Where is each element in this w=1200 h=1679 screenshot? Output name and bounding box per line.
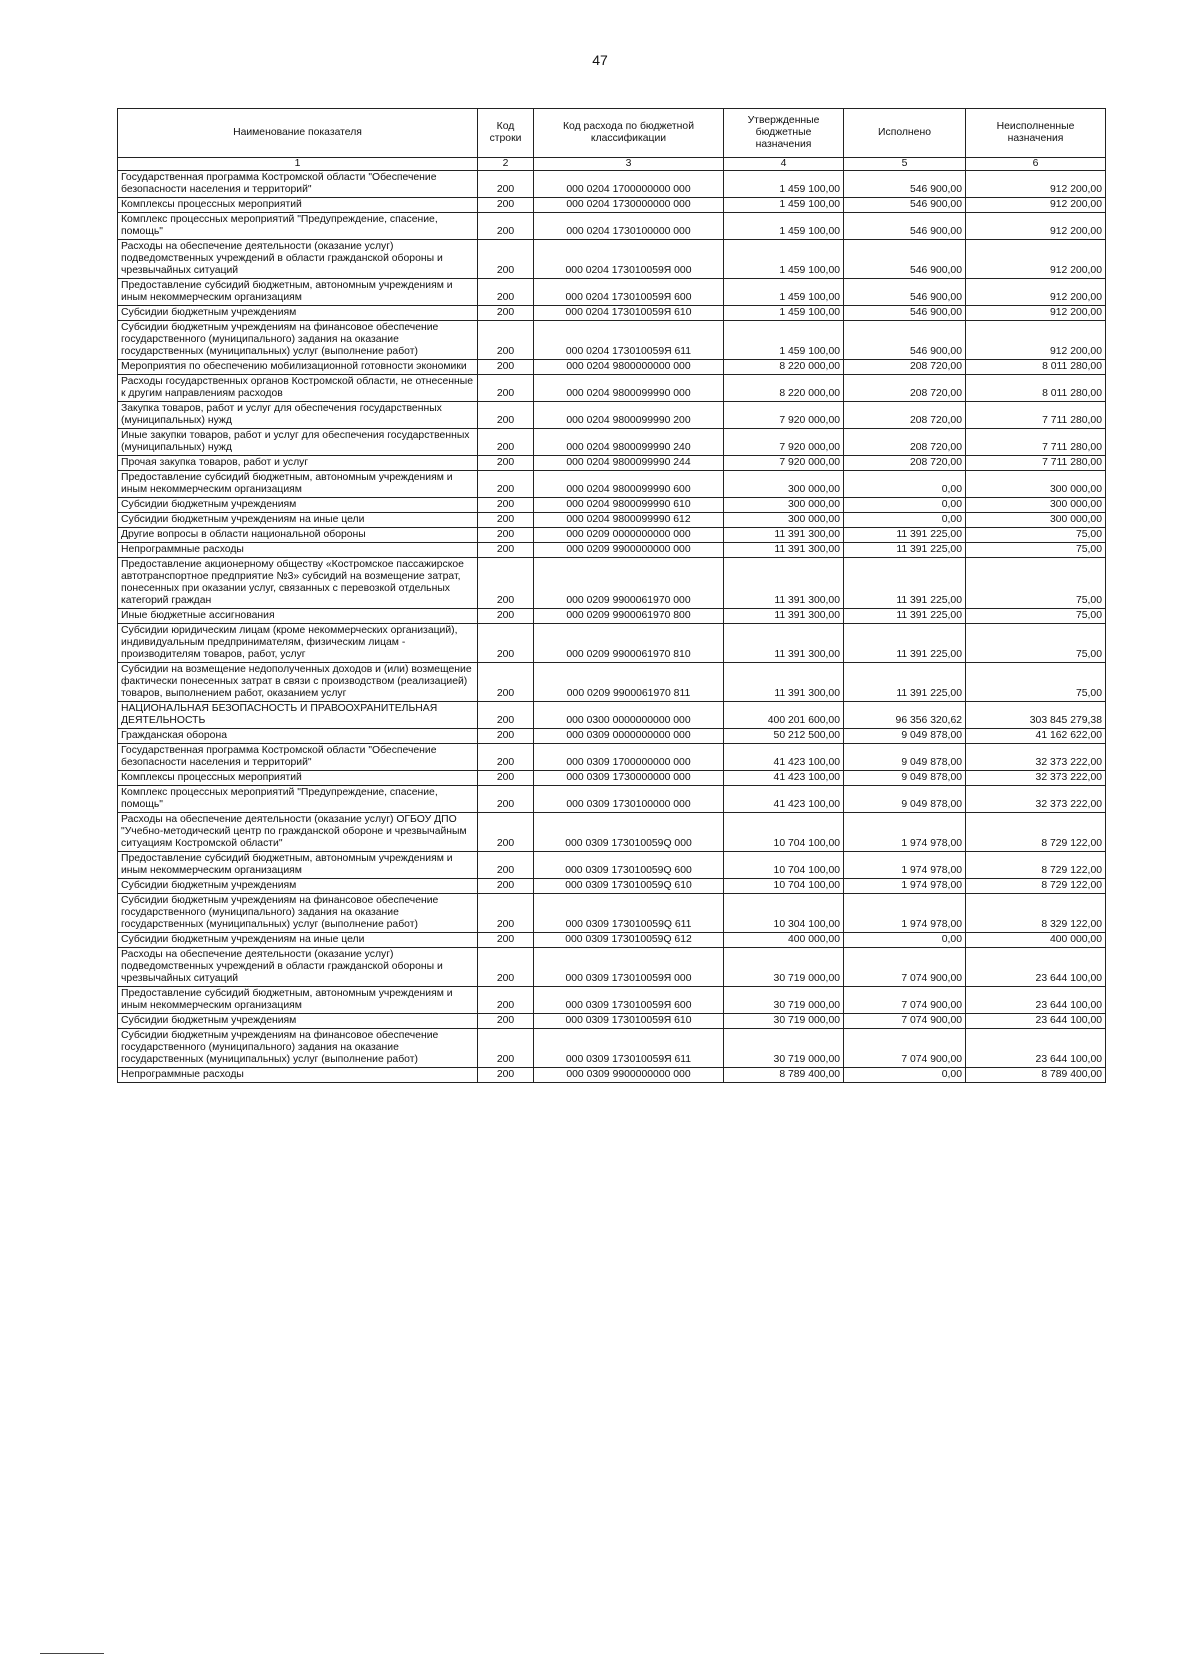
indicator-name-cell: Субсидии на возмещение недополученных доходов и (или) возмещение фактически понесенных затрат в связи с производством (реализацией) товаров, выполнением работ, оказанием услуг (118, 663, 478, 702)
budget-code-cell: 000 0204 9800099990 600 (534, 471, 724, 498)
budget-code-cell: 000 0309 1730000000 000 (534, 771, 724, 786)
table-row (118, 771, 1106, 786)
line-code-cell: 200 (478, 429, 534, 456)
indicator-name-cell: Предоставление субсидий бюджетным, автономным учреждениям и иным некоммерческим организациям (118, 987, 478, 1014)
footer-divider (40, 1653, 104, 1654)
indicator-name-cell: Расходы на обеспечение деятельности (оказание услуг) подведомственных учреждений в области гражданской обороны и чрезвычайных ситуаций (118, 948, 478, 987)
line-code-cell: 200 (478, 1068, 534, 1083)
approved-amount-cell: 11 391 300,00 (724, 663, 844, 702)
unexecuted-amount-cell: 300 000,00 (966, 498, 1106, 513)
executed-amount-cell: 11 391 225,00 (844, 528, 966, 543)
header-budget-classification-code: Код расхода по бюджетной классификации (534, 109, 724, 158)
unexecuted-amount-cell: 912 200,00 (966, 198, 1106, 213)
unexecuted-amount-cell: 7 711 280,00 (966, 429, 1106, 456)
table-row (118, 528, 1106, 543)
budget-code-cell: 000 0309 173010059Q 611 (534, 894, 724, 933)
executed-amount-cell: 1 974 978,00 (844, 813, 966, 852)
unexecuted-amount-cell: 23 644 100,00 (966, 987, 1106, 1014)
table-row (118, 663, 1106, 702)
executed-amount-cell: 546 900,00 (844, 171, 966, 198)
table-row (118, 213, 1106, 240)
indicator-name-cell: Субсидии бюджетным учреждениям (118, 498, 478, 513)
executed-amount-cell: 208 720,00 (844, 402, 966, 429)
budget-code-cell: 000 0204 9800099990 610 (534, 498, 724, 513)
executed-amount-cell: 9 049 878,00 (844, 744, 966, 771)
approved-amount-cell: 10 704 100,00 (724, 813, 844, 852)
line-code-cell: 200 (478, 771, 534, 786)
line-code-cell: 200 (478, 360, 534, 375)
budget-code-cell: 000 0309 173010059Я 610 (534, 1014, 724, 1029)
indicator-name-cell: Расходы на обеспечение деятельности (оказание услуг) подведомственных учреждений в области гражданской обороны и чрезвычайных ситуаций (118, 240, 478, 279)
executed-amount-cell: 9 049 878,00 (844, 729, 966, 744)
unexecuted-amount-cell: 75,00 (966, 609, 1106, 624)
unexecuted-amount-cell: 8 011 280,00 (966, 360, 1106, 375)
unexecuted-amount-cell: 8 729 122,00 (966, 813, 1106, 852)
table-row (118, 279, 1106, 306)
line-code-cell: 200 (478, 402, 534, 429)
line-code-cell: 200 (478, 1014, 534, 1029)
line-code-cell: 200 (478, 663, 534, 702)
line-code-cell: 200 (478, 813, 534, 852)
table-row (118, 786, 1106, 813)
executed-amount-cell: 546 900,00 (844, 306, 966, 321)
approved-amount-cell: 400 201 600,00 (724, 702, 844, 729)
approved-amount-cell: 10 704 100,00 (724, 852, 844, 879)
indicator-name-cell: Субсидии бюджетным учреждениям на иные цели (118, 513, 478, 528)
budget-code-cell: 000 0204 173010059Я 000 (534, 240, 724, 279)
table-body (118, 171, 1106, 1083)
budget-code-cell: 000 0309 173010059Я 000 (534, 948, 724, 987)
executed-amount-cell: 11 391 225,00 (844, 558, 966, 609)
table-row (118, 513, 1106, 528)
indicator-name-cell: Иные бюджетные ассигнования (118, 609, 478, 624)
page-number: 47 (592, 52, 608, 68)
executed-amount-cell: 11 391 225,00 (844, 624, 966, 663)
unexecuted-amount-cell: 912 200,00 (966, 321, 1106, 360)
unexecuted-amount-cell: 75,00 (966, 624, 1106, 663)
approved-amount-cell: 11 391 300,00 (724, 624, 844, 663)
line-code-cell: 200 (478, 213, 534, 240)
unexecuted-amount-cell: 7 711 280,00 (966, 456, 1106, 471)
unexecuted-amount-cell: 32 373 222,00 (966, 786, 1106, 813)
indicator-name-cell: Непрограммные расходы (118, 543, 478, 558)
indicator-name-cell: Гражданская оборона (118, 729, 478, 744)
budget-code-cell: 000 0309 0000000000 000 (534, 729, 724, 744)
budget-code-cell: 000 0204 9800099990 000 (534, 375, 724, 402)
executed-amount-cell: 0,00 (844, 498, 966, 513)
unexecuted-amount-cell: 23 644 100,00 (966, 948, 1106, 987)
executed-amount-cell: 0,00 (844, 471, 966, 498)
line-code-cell: 200 (478, 609, 534, 624)
budget-code-cell: 000 0309 173010059Q 612 (534, 933, 724, 948)
approved-amount-cell: 7 920 000,00 (724, 429, 844, 456)
indicator-name-cell: Субсидии бюджетным учреждениям (118, 306, 478, 321)
executed-amount-cell: 208 720,00 (844, 456, 966, 471)
executed-amount-cell: 7 074 900,00 (844, 987, 966, 1014)
executed-amount-cell: 0,00 (844, 933, 966, 948)
approved-amount-cell: 8 220 000,00 (724, 375, 844, 402)
line-code-cell: 200 (478, 702, 534, 729)
executed-amount-cell: 9 049 878,00 (844, 771, 966, 786)
approved-amount-cell: 1 459 100,00 (724, 279, 844, 306)
executed-amount-cell: 1 974 978,00 (844, 894, 966, 933)
approved-amount-cell: 10 304 100,00 (724, 894, 844, 933)
executed-amount-cell: 0,00 (844, 1068, 966, 1083)
approved-amount-cell: 41 423 100,00 (724, 771, 844, 786)
indicator-name-cell: Субсидии бюджетным учреждениям на финансовое обеспечение государственного (муниципального) задания на оказание государственных (муниципальных) услуг (выполнение работ) (118, 894, 478, 933)
unexecuted-amount-cell: 75,00 (966, 558, 1106, 609)
table-row (118, 360, 1106, 375)
line-code-cell: 200 (478, 543, 534, 558)
budget-code-cell: 000 0309 1730100000 000 (534, 786, 724, 813)
approved-amount-cell: 11 391 300,00 (724, 558, 844, 609)
indicator-name-cell: Мероприятия по обеспечению мобилизационной готовности экономики (118, 360, 478, 375)
line-code-cell: 200 (478, 171, 534, 198)
budget-code-cell: 000 0309 1700000000 000 (534, 744, 724, 771)
approved-amount-cell: 11 391 300,00 (724, 609, 844, 624)
approved-amount-cell: 1 459 100,00 (724, 171, 844, 198)
line-code-cell: 200 (478, 786, 534, 813)
unexecuted-amount-cell: 303 845 279,38 (966, 702, 1106, 729)
line-code-cell: 200 (478, 729, 534, 744)
approved-amount-cell: 41 423 100,00 (724, 786, 844, 813)
unexecuted-amount-cell: 912 200,00 (966, 240, 1106, 279)
table-row (118, 813, 1106, 852)
executed-amount-cell: 546 900,00 (844, 240, 966, 279)
table-row (118, 609, 1106, 624)
unexecuted-amount-cell: 400 000,00 (966, 933, 1106, 948)
table-row (118, 558, 1106, 609)
indicator-name-cell: Комплекс процессных мероприятий "Предупреждение, спасение, помощь" (118, 786, 478, 813)
budget-code-cell: 000 0309 173010059Q 600 (534, 852, 724, 879)
approved-amount-cell: 30 719 000,00 (724, 948, 844, 987)
table-row (118, 933, 1106, 948)
unexecuted-amount-cell: 23 644 100,00 (966, 1029, 1106, 1068)
budget-code-cell: 000 0204 9800000000 000 (534, 360, 724, 375)
executed-amount-cell: 96 356 320,62 (844, 702, 966, 729)
table-row (118, 375, 1106, 402)
approved-amount-cell: 300 000,00 (724, 498, 844, 513)
table-row (118, 729, 1106, 744)
budget-code-cell: 000 0300 0000000000 000 (534, 702, 724, 729)
executed-amount-cell: 11 391 225,00 (844, 663, 966, 702)
unexecuted-amount-cell: 8 011 280,00 (966, 375, 1106, 402)
approved-amount-cell: 30 719 000,00 (724, 987, 844, 1014)
header-indicator-name: Наименование показателя (118, 109, 478, 158)
table-row (118, 987, 1106, 1014)
indicator-name-cell: Другие вопросы в области национальной обороны (118, 528, 478, 543)
budget-code-cell: 000 0209 9900061970 000 (534, 558, 724, 609)
approved-amount-cell: 7 920 000,00 (724, 456, 844, 471)
budget-code-cell: 000 0309 173010059Я 600 (534, 987, 724, 1014)
line-code-cell: 200 (478, 879, 534, 894)
executed-amount-cell: 1 974 978,00 (844, 879, 966, 894)
budget-code-cell: 000 0204 173010059Я 610 (534, 306, 724, 321)
indicator-name-cell: Комплекс процессных мероприятий "Предупреждение, спасение, помощь" (118, 213, 478, 240)
column-number: 2 (478, 158, 534, 171)
table-row (118, 402, 1106, 429)
table-row (118, 306, 1106, 321)
indicator-name-cell: Субсидии бюджетным учреждениям на финансовое обеспечение государственного (муниципального) задания на оказание государственных (муниципальных) услуг (выполнение работ) (118, 1029, 478, 1068)
table-row (118, 702, 1106, 729)
approved-amount-cell: 400 000,00 (724, 933, 844, 948)
table-row (118, 198, 1106, 213)
executed-amount-cell: 546 900,00 (844, 279, 966, 306)
header-approved-appropriations: Утвержденные бюджетные назначения (724, 109, 844, 158)
header-executed: Исполнено (844, 109, 966, 158)
unexecuted-amount-cell: 75,00 (966, 528, 1106, 543)
unexecuted-amount-cell: 912 200,00 (966, 279, 1106, 306)
table-row (118, 624, 1106, 663)
indicator-name-cell: Комплексы процессных мероприятий (118, 771, 478, 786)
header-line-code: Код строки (478, 109, 534, 158)
line-code-cell: 200 (478, 498, 534, 513)
budget-code-cell: 000 0309 173010059Q 000 (534, 813, 724, 852)
line-code-cell: 200 (478, 513, 534, 528)
executed-amount-cell: 546 900,00 (844, 198, 966, 213)
column-number: 1 (118, 158, 478, 171)
unexecuted-amount-cell: 8 329 122,00 (966, 894, 1106, 933)
executed-amount-cell: 208 720,00 (844, 375, 966, 402)
table-row (118, 171, 1106, 198)
budget-code-cell: 000 0309 9900000000 000 (534, 1068, 724, 1083)
indicator-name-cell: Комплексы процессных мероприятий (118, 198, 478, 213)
table-row (118, 1068, 1106, 1083)
line-code-cell: 200 (478, 240, 534, 279)
approved-amount-cell: 300 000,00 (724, 513, 844, 528)
table-row (118, 1014, 1106, 1029)
approved-amount-cell: 8 789 400,00 (724, 1068, 844, 1083)
table-row (118, 894, 1106, 933)
indicator-name-cell: Предоставление субсидий бюджетным, автономным учреждениям и иным некоммерческим организациям (118, 471, 478, 498)
indicator-name-cell: Предоставление субсидий бюджетным, автономным учреждениям и иным некоммерческим организациям (118, 852, 478, 879)
executed-amount-cell: 208 720,00 (844, 360, 966, 375)
table-header-row (118, 109, 1106, 158)
line-code-cell: 200 (478, 198, 534, 213)
table-row (118, 948, 1106, 987)
table-row (118, 471, 1106, 498)
executed-amount-cell: 1 974 978,00 (844, 852, 966, 879)
unexecuted-amount-cell: 32 373 222,00 (966, 771, 1106, 786)
indicator-name-cell: Прочая закупка товаров, работ и услуг (118, 456, 478, 471)
budget-code-cell: 000 0204 9800099990 244 (534, 456, 724, 471)
executed-amount-cell: 7 074 900,00 (844, 1014, 966, 1029)
line-code-cell: 200 (478, 558, 534, 609)
unexecuted-amount-cell: 8 789 400,00 (966, 1068, 1106, 1083)
table-row (118, 1029, 1106, 1068)
approved-amount-cell: 1 459 100,00 (724, 198, 844, 213)
executed-amount-cell: 546 900,00 (844, 321, 966, 360)
line-code-cell: 200 (478, 321, 534, 360)
unexecuted-amount-cell: 23 644 100,00 (966, 1014, 1106, 1029)
budget-code-cell: 000 0204 1730100000 000 (534, 213, 724, 240)
unexecuted-amount-cell: 912 200,00 (966, 306, 1106, 321)
unexecuted-amount-cell: 8 729 122,00 (966, 852, 1106, 879)
column-number: 3 (534, 158, 724, 171)
table-row (118, 498, 1106, 513)
table-row (118, 429, 1106, 456)
budget-code-cell: 000 0204 9800099990 200 (534, 402, 724, 429)
approved-amount-cell: 300 000,00 (724, 471, 844, 498)
approved-amount-cell: 30 719 000,00 (724, 1014, 844, 1029)
indicator-name-cell: Государственная программа Костромской области "Обеспечение безопасности населения и территорий" (118, 744, 478, 771)
unexecuted-amount-cell: 300 000,00 (966, 513, 1106, 528)
column-number: 6 (966, 158, 1106, 171)
approved-amount-cell: 41 423 100,00 (724, 744, 844, 771)
approved-amount-cell: 7 920 000,00 (724, 402, 844, 429)
budget-code-cell: 000 0209 9900000000 000 (534, 543, 724, 558)
approved-amount-cell: 10 704 100,00 (724, 879, 844, 894)
table-row (118, 879, 1106, 894)
executed-amount-cell: 546 900,00 (844, 213, 966, 240)
budget-code-cell: 000 0209 9900061970 811 (534, 663, 724, 702)
indicator-name-cell: Предоставление акционерному обществу «Костромское пассажирское автотранспортное предприятие №3» субсидий на возмещение затрат, понесенных при оказании услуг, связанных с перевозкой отдельных категорий граждан (118, 558, 478, 609)
budget-code-cell: 000 0204 1730000000 000 (534, 198, 724, 213)
table-row (118, 456, 1106, 471)
line-code-cell: 200 (478, 852, 534, 879)
budget-code-cell: 000 0209 9900061970 810 (534, 624, 724, 663)
approved-amount-cell: 1 459 100,00 (724, 240, 844, 279)
line-code-cell: 200 (478, 744, 534, 771)
budget-code-cell: 000 0204 173010059Я 600 (534, 279, 724, 306)
indicator-name-cell: Расходы государственных органов Костромской области, не отнесенные к другим направлениям расходов (118, 375, 478, 402)
line-code-cell: 200 (478, 375, 534, 402)
unexecuted-amount-cell: 300 000,00 (966, 471, 1106, 498)
unexecuted-amount-cell: 32 373 222,00 (966, 744, 1106, 771)
column-number-row (118, 158, 1106, 171)
approved-amount-cell: 1 459 100,00 (724, 213, 844, 240)
indicator-name-cell: Закупка товаров, работ и услуг для обеспечения государственных (муниципальных) нужд (118, 402, 478, 429)
indicator-name-cell: Субсидии бюджетным учреждениям (118, 1014, 478, 1029)
line-code-cell: 200 (478, 306, 534, 321)
line-code-cell: 200 (478, 933, 534, 948)
unexecuted-amount-cell: 75,00 (966, 543, 1106, 558)
approved-amount-cell: 11 391 300,00 (724, 528, 844, 543)
line-code-cell: 200 (478, 894, 534, 933)
indicator-name-cell: Государственная программа Костромской области "Обеспечение безопасности населения и территорий" (118, 171, 478, 198)
line-code-cell: 200 (478, 456, 534, 471)
indicator-name-cell: Расходы на обеспечение деятельности (оказание услуг) ОГБОУ ДПО "Учебно-методический центр по гражданской обороне и чрезвычайным ситуациям Костромской области" (118, 813, 478, 852)
indicator-name-cell: Субсидии бюджетным учреждениям на финансовое обеспечение государственного (муниципального) задания на оказание государственных (муниципальных) услуг (выполнение работ) (118, 321, 478, 360)
executed-amount-cell: 11 391 225,00 (844, 543, 966, 558)
approved-amount-cell: 50 212 500,00 (724, 729, 844, 744)
column-number: 5 (844, 158, 966, 171)
executed-amount-cell: 7 074 900,00 (844, 1029, 966, 1068)
unexecuted-amount-cell: 912 200,00 (966, 171, 1106, 198)
budget-code-cell: 000 0204 1700000000 000 (534, 171, 724, 198)
unexecuted-amount-cell: 912 200,00 (966, 213, 1106, 240)
approved-amount-cell: 8 220 000,00 (724, 360, 844, 375)
budget-code-cell: 000 0204 173010059Я 611 (534, 321, 724, 360)
table-row (118, 321, 1106, 360)
unexecuted-amount-cell: 75,00 (966, 663, 1106, 702)
unexecuted-amount-cell: 41 162 622,00 (966, 729, 1106, 744)
budget-code-cell: 000 0309 173010059Q 610 (534, 879, 724, 894)
line-code-cell: 200 (478, 279, 534, 306)
table-row (118, 240, 1106, 279)
indicator-name-cell: Субсидии бюджетным учреждениям (118, 879, 478, 894)
budget-code-cell: 000 0209 0000000000 000 (534, 528, 724, 543)
executed-amount-cell: 0,00 (844, 513, 966, 528)
table-row (118, 852, 1106, 879)
line-code-cell: 200 (478, 1029, 534, 1068)
budget-code-cell: 000 0309 173010059Я 611 (534, 1029, 724, 1068)
executed-amount-cell: 11 391 225,00 (844, 609, 966, 624)
indicator-name-cell: НАЦИОНАЛЬНАЯ БЕЗОПАСНОСТЬ И ПРАВООХРАНИТЕЛЬНАЯ ДЕЯТЕЛЬНОСТЬ (118, 702, 478, 729)
approved-amount-cell: 30 719 000,00 (724, 1029, 844, 1068)
indicator-name-cell: Субсидии юридическим лицам (кроме некоммерческих организаций), индивидуальным предпринимателям, физическим лицам - производителям товаров, работ, услуг (118, 624, 478, 663)
unexecuted-amount-cell: 7 711 280,00 (966, 402, 1106, 429)
indicator-name-cell: Непрограммные расходы (118, 1068, 478, 1083)
line-code-cell: 200 (478, 624, 534, 663)
approved-amount-cell: 1 459 100,00 (724, 321, 844, 360)
line-code-cell: 200 (478, 987, 534, 1014)
executed-amount-cell: 9 049 878,00 (844, 786, 966, 813)
budget-code-cell: 000 0204 9800099990 240 (534, 429, 724, 456)
line-code-cell: 200 (478, 948, 534, 987)
approved-amount-cell: 11 391 300,00 (724, 543, 844, 558)
executed-amount-cell: 7 074 900,00 (844, 948, 966, 987)
line-code-cell: 200 (478, 471, 534, 498)
table-row (118, 543, 1106, 558)
indicator-name-cell: Предоставление субсидий бюджетным, автономным учреждениям и иным некоммерческим организациям (118, 279, 478, 306)
budget-code-cell: 000 0209 9900061970 800 (534, 609, 724, 624)
indicator-name-cell: Иные закупки товаров, работ и услуг для обеспечения государственных (муниципальных) нужд (118, 429, 478, 456)
budget-execution-table (117, 108, 1106, 1083)
header-unexecuted-appropriations: Неисполненные назначения (966, 109, 1106, 158)
table-row (118, 744, 1106, 771)
unexecuted-amount-cell: 8 729 122,00 (966, 879, 1106, 894)
column-number: 4 (724, 158, 844, 171)
indicator-name-cell: Субсидии бюджетным учреждениям на иные цели (118, 933, 478, 948)
budget-code-cell: 000 0204 9800099990 612 (534, 513, 724, 528)
executed-amount-cell: 208 720,00 (844, 429, 966, 456)
line-code-cell: 200 (478, 528, 534, 543)
approved-amount-cell: 1 459 100,00 (724, 306, 844, 321)
